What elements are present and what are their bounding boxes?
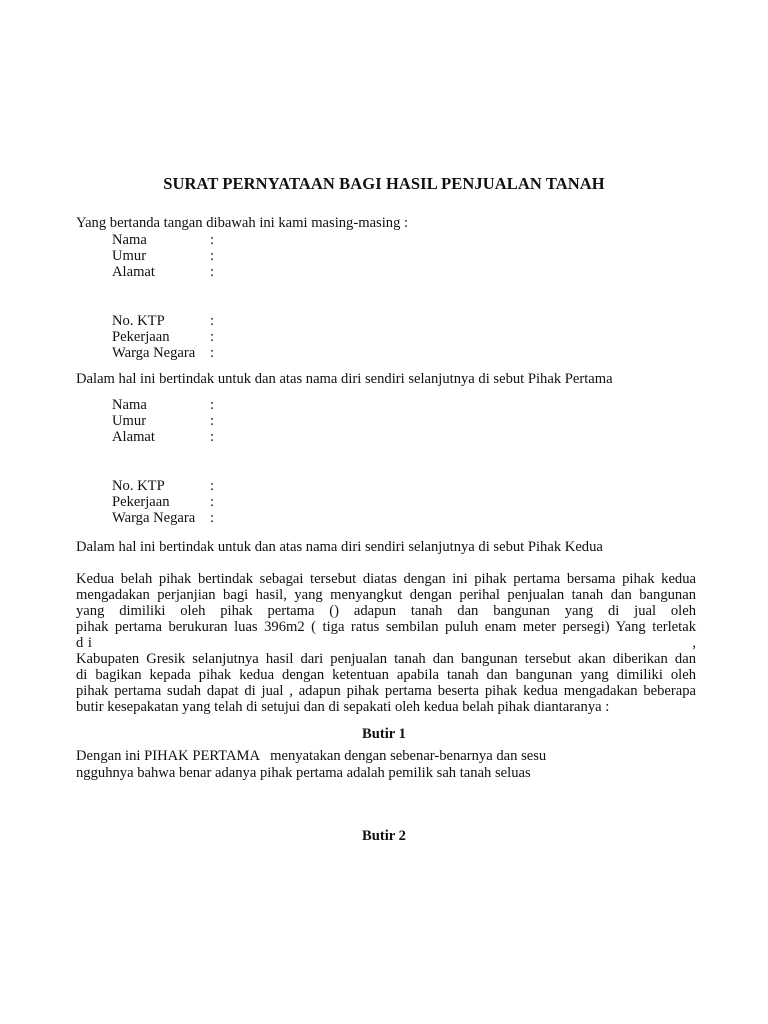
party1-nama-field: [112, 232, 214, 248]
document-title: SURAT PERNYATAAN BAGI HASIL PENJUALAN TANAH: [163, 174, 605, 193]
field-label: No. KTP: [112, 478, 165, 494]
field-colon: :: [210, 397, 215, 413]
paragraph-line: pihak pertama berukuran luas 396m2 ( tiga ratus sembilan puluh enam meter persegi) Yang terletak: [76, 619, 696, 635]
field-colon: :: [210, 264, 215, 280]
paragraph-line: yang dimiliki oleh pihak pertama () adapun tanah dan bangunan yang di jual oleh: [76, 603, 696, 619]
field-colon: :: [210, 345, 215, 361]
party2-nama-field: [112, 397, 214, 413]
party1-ktp-field: [112, 313, 214, 329]
field-label: No. KTP: [112, 313, 165, 329]
butir2-heading: Butir 2: [362, 828, 406, 844]
paragraph-line: mengadakan perjanjian bagi hasil, yang menyangkut dengan perihal penjualan tanah dan bangunan: [76, 587, 696, 603]
field-label: Nama: [112, 232, 147, 248]
field-label: Pekerjaan: [112, 329, 170, 345]
field-label: Warga Negara: [112, 510, 196, 526]
field-label: Pekerjaan: [112, 494, 170, 510]
field-colon: :: [210, 494, 215, 510]
party1-statement: Dalam hal ini bertindak untuk dan atas nama diri sendiri selanjutnya di sebut Pihak Pertama: [76, 371, 613, 387]
field-colon: :: [210, 313, 215, 329]
party2-pekerjaan-field: [112, 494, 214, 510]
butir1-heading: Butir 1: [362, 726, 406, 742]
party1-pekerjaan-field: [112, 329, 214, 345]
field-colon: :: [210, 478, 215, 494]
party2-warga-field: [112, 510, 214, 526]
party2-umur-field: [112, 413, 214, 429]
paragraph-line: Kedua belah pihak bertindak sebagai tersebut diatas dengan ini pihak pertama bersama pihak kedua: [76, 571, 696, 587]
party2-alamat-field: [112, 429, 214, 445]
field-colon: :: [210, 232, 215, 248]
party1-warga-field: [112, 345, 214, 361]
field-label: Alamat: [112, 429, 155, 445]
field-label: Umur: [112, 413, 147, 429]
butir1-line2: ngguhnya bahwa benar adanya pihak pertama adalah pemilik sah tanah seluas: [76, 765, 531, 781]
field-colon: :: [210, 248, 215, 264]
field-colon: :: [210, 429, 215, 445]
party2-statement: Dalam hal ini bertindak untuk dan atas nama diri sendiri selanjutnya di sebut Pihak Kedua: [76, 539, 603, 555]
paragraph-line: d i ,: [76, 635, 696, 651]
paragraph-line: pihak pertama sudah dapat di jual , adapun pihak pertama beserta pihak kedua mengadakan beberapa: [76, 683, 696, 699]
field-label: Umur: [112, 248, 147, 264]
party1-umur-field: [112, 248, 214, 264]
intro-text: Yang bertanda tangan dibawah ini kami masing-masing :: [76, 215, 409, 231]
paragraph-line: di bagikan kepada pihak kedua dengan ketentuan apabila tanah dan bangunan yang dimiliki oleh: [76, 667, 696, 683]
field-colon: :: [210, 413, 215, 429]
field-colon: :: [210, 329, 215, 345]
party2-ktp-field: [112, 478, 214, 494]
field-colon: :: [210, 510, 215, 526]
field-label: Warga Negara: [112, 345, 196, 361]
paragraph-line: butir kesepakatan yang telah di setujui dan di sepakati oleh kedua belah pihak diantaranya :: [76, 699, 610, 715]
paragraph-line: Kabupaten Gresik selanjutnya hasil dari penjualan tanah dan bangunan tersebut akan diberikan dan: [76, 651, 696, 667]
butir1-line1: Dengan ini PIHAK PERTAMA menyatakan dengan sebenar-benarnya dan sesu: [76, 748, 547, 764]
party1-alamat-field: [112, 264, 214, 280]
field-label: Nama: [112, 397, 147, 413]
field-label: Alamat: [112, 264, 155, 280]
agreement-paragraph: [76, 571, 696, 715]
